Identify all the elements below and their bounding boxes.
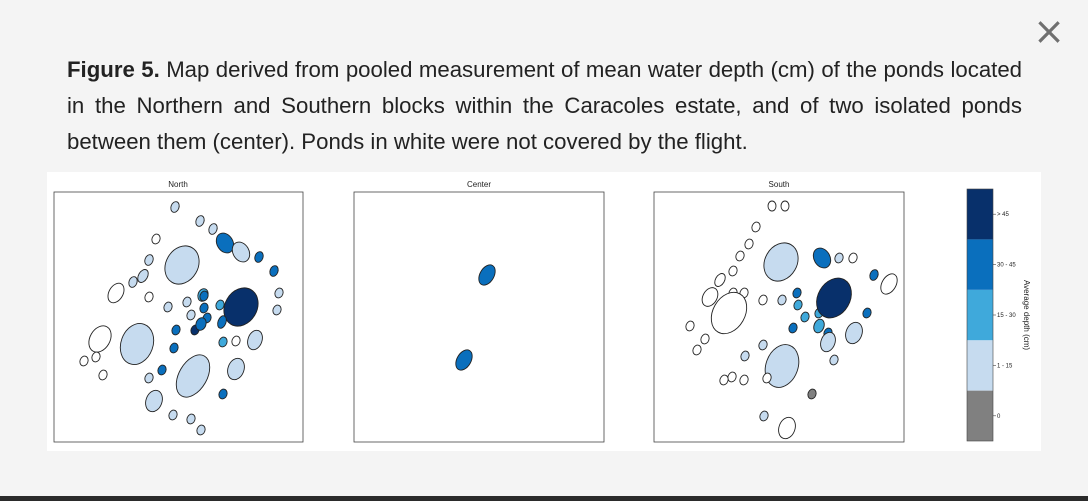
colorbar-block xyxy=(967,290,993,340)
colorbar-tick-label: 30 - 45 xyxy=(997,262,1016,269)
figure-caption xyxy=(67,52,1022,160)
figure-image xyxy=(47,172,1041,451)
pond xyxy=(781,201,789,211)
panel-frame-north xyxy=(54,192,303,442)
colorbar-block xyxy=(967,340,993,390)
panel-north xyxy=(54,180,303,442)
colorbar-block xyxy=(967,239,993,289)
colorbar-tick-label: 15 - 30 xyxy=(997,313,1016,319)
colorbar-label: Average depth (cm) xyxy=(1022,279,1031,351)
panel-title-north: North xyxy=(168,180,188,189)
close-icon[interactable]: × xyxy=(1033,9,1065,53)
panel-frame-center xyxy=(354,192,604,442)
colorbar-tick-label: 0 xyxy=(997,413,1001,420)
figure-caption-text: Map derived from pooled measurement of mean water depth (cm) of the ponds located in the Northern and Southern blocks within the Caracoles estate, and of two isolated ponds between them (center). Ponds in white were not covered by the flight. xyxy=(67,57,1022,154)
colorbar-tick-label: 1 - 15 xyxy=(997,363,1013,370)
bottom-divider xyxy=(0,496,1088,501)
colorbar-block xyxy=(967,391,993,441)
colorbar-tick-label: > 45 xyxy=(997,212,1009,219)
figure-label: Figure 5. xyxy=(67,57,160,82)
colorbar-block xyxy=(967,189,993,239)
panel-center xyxy=(354,180,604,442)
pond xyxy=(768,201,776,211)
panel-title-center: Center xyxy=(466,180,492,189)
colorbar xyxy=(967,189,1031,441)
panel-title-south: South xyxy=(768,180,790,189)
panel-south xyxy=(654,180,904,442)
